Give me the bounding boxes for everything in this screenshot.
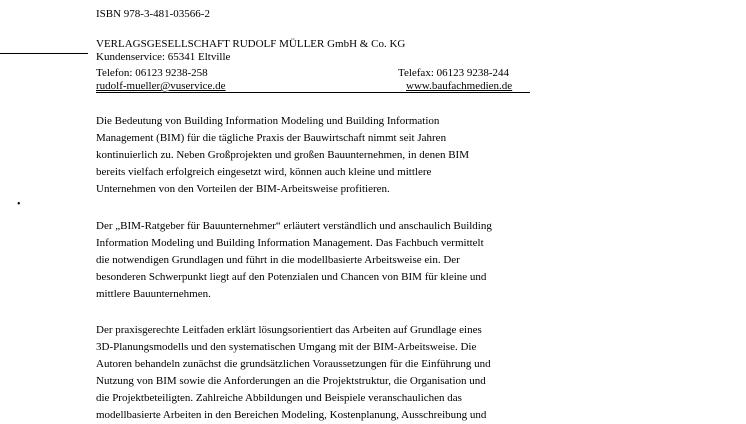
- email-link[interactable]: rudolf-mueller@vuservice.de: [96, 80, 226, 92]
- paragraph-line: Unternehmen von den Vorteilen der BIM-Arbeitsweise profitieren.: [96, 183, 390, 195]
- phone-number: Telefon: 06123 9238-258: [96, 67, 208, 79]
- paragraph-2: [96, 218, 556, 303]
- contact-underline: [96, 92, 530, 93]
- customer-service: Kundenservice: 65341 Eltville: [96, 51, 231, 63]
- paragraph-line: Die Bedeutung von Building Information Modeling und Building Information: [96, 115, 440, 127]
- paragraph-line: besonderen Schwerpunkt liegt auf den Potenzialen und Chancen von BIM für kleine und: [96, 271, 487, 283]
- paragraph-3: [96, 322, 556, 424]
- paragraph-line: Der „BIM-Ratgeber für Bauunternehmer“ erläutert verständlich und anschaulich Building: [96, 220, 492, 232]
- paragraph-line: Autoren behandeln zunächst die grundsätzlichen Voraussetzungen für die Einführung und: [96, 358, 491, 370]
- publisher-name: VERLAGSGESELLSCHAFT RUDOLF MÜLLER GmbH & Co. KG: [96, 38, 406, 50]
- paragraph-line: 3D-Planungsmodells und den systematischen Umgang mit der BIM-Arbeitsweise. Die: [96, 341, 477, 353]
- paragraph-line: Management (BIM) für die tägliche Praxis der Bauwirtschaft nimmt seit Jahren: [96, 132, 447, 144]
- left-divider-line: [0, 53, 88, 54]
- paragraph-line: bereits vielfach erfolgreich eingesetzt wird, können auch kleine und mittlere: [96, 166, 432, 178]
- paragraph-line: modellbasierte Arbeiten in den Bereichen Modeling, Kostenplanung, Ausschreibung und: [96, 409, 487, 421]
- paragraph-line: die notwendigen Grundlagen und führt in die modellbasierte Arbeitsweise ein. Der: [96, 254, 460, 266]
- paragraph-line: mittlere Bauunternehmen.: [96, 288, 211, 300]
- fax-number: Telefax: 06123 9238-244: [398, 67, 510, 79]
- paragraph-line: Der praxisgerechte Leitfaden erklärt lösungsorientiert das Arbeiten auf Grundlage eines: [96, 324, 482, 336]
- paragraph-line: die Projektbeteiligten. Zahlreiche Abbildungen und Beispiele veranschaulichen das: [96, 392, 462, 404]
- website-link[interactable]: www.baufachmedien.de: [406, 80, 513, 92]
- paragraph-1: [96, 113, 556, 198]
- paragraph-line: Nutzung von BIM sowie die Anforderungen an die Projektstruktur, die Organisation und: [96, 375, 486, 387]
- paragraph-line: Information Modeling und Building Information Management. Das Fachbuch vermittelt: [96, 237, 484, 249]
- isbn: ISBN 978-3-481-03566-2: [96, 8, 210, 20]
- margin-bullet: •: [17, 199, 21, 210]
- paragraph-line: kontinuierlich zu. Neben Großprojekten und großen Bauunternehmen, in denen BIM: [96, 149, 469, 161]
